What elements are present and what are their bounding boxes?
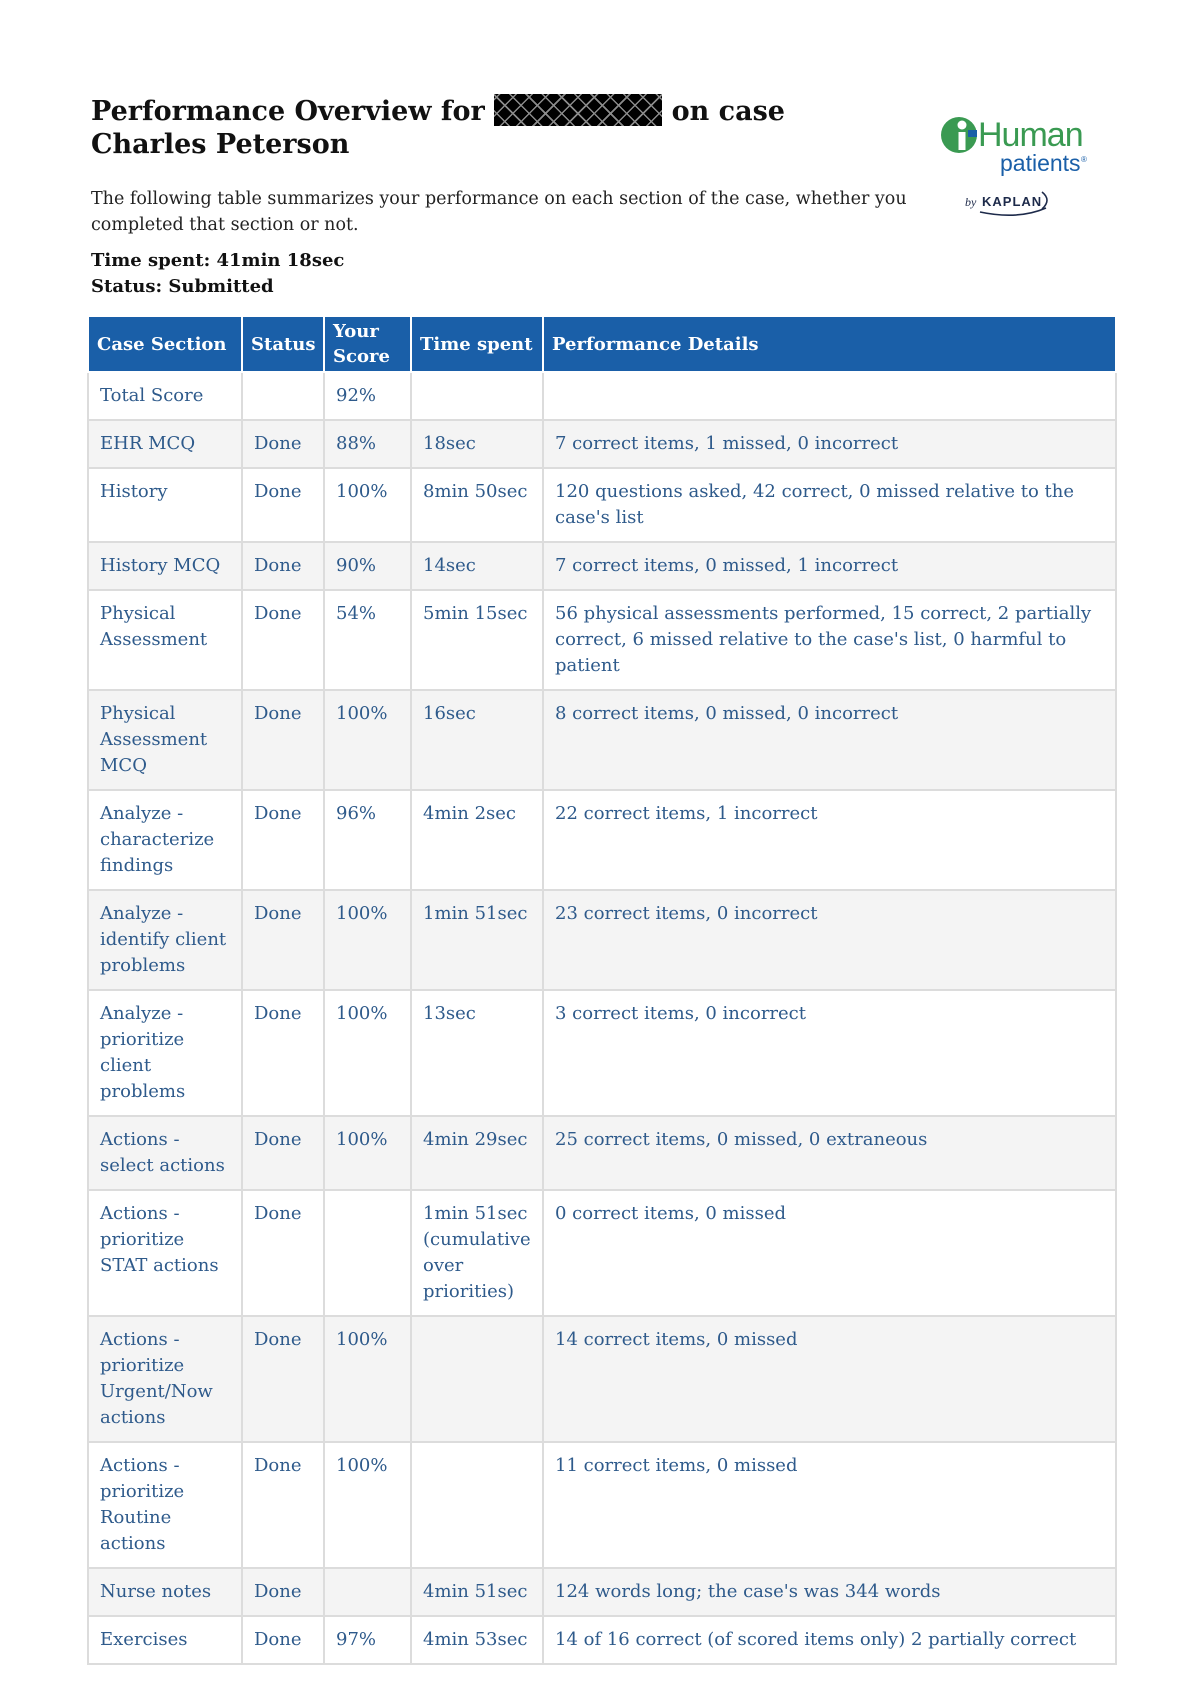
header-time-spent: Time spent bbox=[411, 317, 543, 372]
title-prefix: Performance Overview for bbox=[91, 96, 485, 127]
performance-table bbox=[87, 317, 1117, 1665]
cell-time: 14sec bbox=[411, 542, 543, 590]
cell-status: Done bbox=[242, 468, 324, 542]
cell-section: History bbox=[88, 468, 242, 542]
cell-status: Done bbox=[242, 420, 324, 468]
cell-status: Done bbox=[242, 1616, 324, 1664]
cell-score: 97% bbox=[324, 1616, 411, 1664]
cell-score: 88% bbox=[324, 420, 411, 468]
table-row bbox=[88, 468, 1116, 542]
cell-section: EHR MCQ bbox=[88, 420, 242, 468]
cell-section: Actions - prioritize STAT actions bbox=[88, 1190, 242, 1316]
table-row bbox=[88, 372, 1116, 420]
cell-status: Done bbox=[242, 1190, 324, 1316]
cell-score: 100% bbox=[324, 890, 411, 990]
logo-brand: Human bbox=[978, 116, 1083, 154]
cell-status: Done bbox=[242, 1116, 324, 1190]
table-row bbox=[88, 1568, 1116, 1616]
cell-score: 100% bbox=[324, 1116, 411, 1190]
logo-company: KAPLAN bbox=[982, 194, 1043, 209]
cell-section: Exercises bbox=[88, 1616, 242, 1664]
cell-score: 96% bbox=[324, 790, 411, 890]
logo-registered: ® bbox=[1081, 155, 1087, 164]
logo-by: by bbox=[965, 195, 977, 209]
summary-meta bbox=[91, 248, 344, 300]
cell-time: 8min 50sec bbox=[411, 468, 543, 542]
title-suffix: on case Charles Peterson bbox=[91, 96, 785, 160]
cell-time: 4min 29sec bbox=[411, 1116, 543, 1190]
cell-details: 7 correct items, 0 missed, 1 incorrect bbox=[543, 542, 1116, 590]
cell-details: 120 questions asked, 42 correct, 0 missed relative to the case's list bbox=[543, 468, 1116, 542]
header-performance-details: Performance Details bbox=[543, 317, 1116, 372]
cell-status: Done bbox=[242, 890, 324, 990]
cell-status: Done bbox=[242, 990, 324, 1116]
cell-time: 4min 2sec bbox=[411, 790, 543, 890]
table-row bbox=[88, 790, 1116, 890]
cell-score bbox=[324, 1568, 411, 1616]
cell-section: Actions - prioritize Urgent/Now actions bbox=[88, 1316, 242, 1442]
cell-status: Done bbox=[242, 1442, 324, 1568]
cell-details: 14 of 16 correct (of scored items only) 2 partially correct bbox=[543, 1616, 1116, 1664]
cell-status: Done bbox=[242, 590, 324, 690]
cell-details: 25 correct items, 0 missed, 0 extraneous bbox=[543, 1116, 1116, 1190]
header-your-score: Your Score bbox=[324, 317, 411, 372]
cell-status: Done bbox=[242, 690, 324, 790]
cell-score: 90% bbox=[324, 542, 411, 590]
cell-time: 4min 51sec bbox=[411, 1568, 543, 1616]
time-spent: Time spent: 41min 18sec bbox=[91, 250, 345, 271]
human-patients-logo bbox=[940, 108, 1100, 218]
page-title bbox=[91, 94, 851, 161]
cell-score bbox=[324, 1190, 411, 1316]
cell-status: Done bbox=[242, 1316, 324, 1442]
cell-details: 124 words long; the case's was 344 words bbox=[543, 1568, 1116, 1616]
logo-swoosh bbox=[980, 208, 1046, 215]
table-row bbox=[88, 420, 1116, 468]
cell-details: 11 correct items, 0 missed bbox=[543, 1442, 1116, 1568]
table-row bbox=[88, 990, 1116, 1116]
status: Status: Submitted bbox=[91, 276, 274, 297]
cell-section: Physical Assessment bbox=[88, 590, 242, 690]
cell-details: 8 correct items, 0 missed, 0 incorrect bbox=[543, 690, 1116, 790]
cell-details bbox=[543, 372, 1116, 420]
cell-score: 100% bbox=[324, 468, 411, 542]
cell-details: 3 correct items, 0 incorrect bbox=[543, 990, 1116, 1116]
cell-score: 92% bbox=[324, 372, 411, 420]
table-row bbox=[88, 890, 1116, 990]
cell-time bbox=[411, 372, 543, 420]
logo-sub: patients bbox=[1000, 150, 1081, 176]
cell-section: Physical Assessment MCQ bbox=[88, 690, 242, 790]
cell-section: Total Score bbox=[88, 372, 242, 420]
logo-graphic bbox=[940, 108, 1100, 218]
cell-score: 100% bbox=[324, 990, 411, 1116]
header-case-section: Case Section bbox=[88, 317, 242, 372]
cell-status bbox=[242, 372, 324, 420]
cell-score: 100% bbox=[324, 1442, 411, 1568]
cell-time: 18sec bbox=[411, 420, 543, 468]
cell-section: Actions - prioritize Routine actions bbox=[88, 1442, 242, 1568]
cell-time bbox=[411, 1316, 543, 1442]
cell-section: Nurse notes bbox=[88, 1568, 242, 1616]
cell-status: Done bbox=[242, 1568, 324, 1616]
table-row bbox=[88, 690, 1116, 790]
performance-table-wrap bbox=[87, 317, 1115, 1650]
cell-time: 1min 51sec bbox=[411, 890, 543, 990]
table-row bbox=[88, 1190, 1116, 1316]
cell-details: 56 physical assessments performed, 15 correct, 2 partially correct, 6 missed relative to the case's list, 0 harmful to patient bbox=[543, 590, 1116, 690]
cell-score: 54% bbox=[324, 590, 411, 690]
cell-time: 1min 51sec (cumulative over priorities) bbox=[411, 1190, 543, 1316]
cell-time: 4min 53sec bbox=[411, 1616, 543, 1664]
cell-time: 16sec bbox=[411, 690, 543, 790]
cell-status: Done bbox=[242, 542, 324, 590]
table-row bbox=[88, 1316, 1116, 1442]
cell-section: Analyze - characterize findings bbox=[88, 790, 242, 890]
table-header-row bbox=[88, 317, 1116, 372]
cell-time: 5min 15sec bbox=[411, 590, 543, 690]
table-row bbox=[88, 1616, 1116, 1664]
table-row bbox=[88, 542, 1116, 590]
table-row bbox=[88, 1442, 1116, 1568]
cell-details: 0 correct items, 0 missed bbox=[543, 1190, 1116, 1316]
redacted-name bbox=[494, 94, 662, 126]
cell-time bbox=[411, 1442, 543, 1568]
table-row bbox=[88, 1116, 1116, 1190]
header-status: Status bbox=[242, 317, 324, 372]
cell-section: Analyze - prioritize client problems bbox=[88, 990, 242, 1116]
cell-details: 22 correct items, 1 incorrect bbox=[543, 790, 1116, 890]
cell-status: Done bbox=[242, 790, 324, 890]
cell-details: 14 correct items, 0 missed bbox=[543, 1316, 1116, 1442]
cell-score: 100% bbox=[324, 1316, 411, 1442]
cell-section: History MCQ bbox=[88, 542, 242, 590]
intro-text: The following table summarizes your performance on each section of the case, whether you completed that section or not. bbox=[91, 189, 907, 235]
cell-details: 23 correct items, 0 incorrect bbox=[543, 890, 1116, 990]
table-row bbox=[88, 590, 1116, 690]
cell-score: 100% bbox=[324, 690, 411, 790]
cell-details: 7 correct items, 1 missed, 0 incorrect bbox=[543, 420, 1116, 468]
cell-section: Actions - select actions bbox=[88, 1116, 242, 1190]
cell-section: Analyze - identify client problems bbox=[88, 890, 242, 990]
cell-time: 13sec bbox=[411, 990, 543, 1116]
